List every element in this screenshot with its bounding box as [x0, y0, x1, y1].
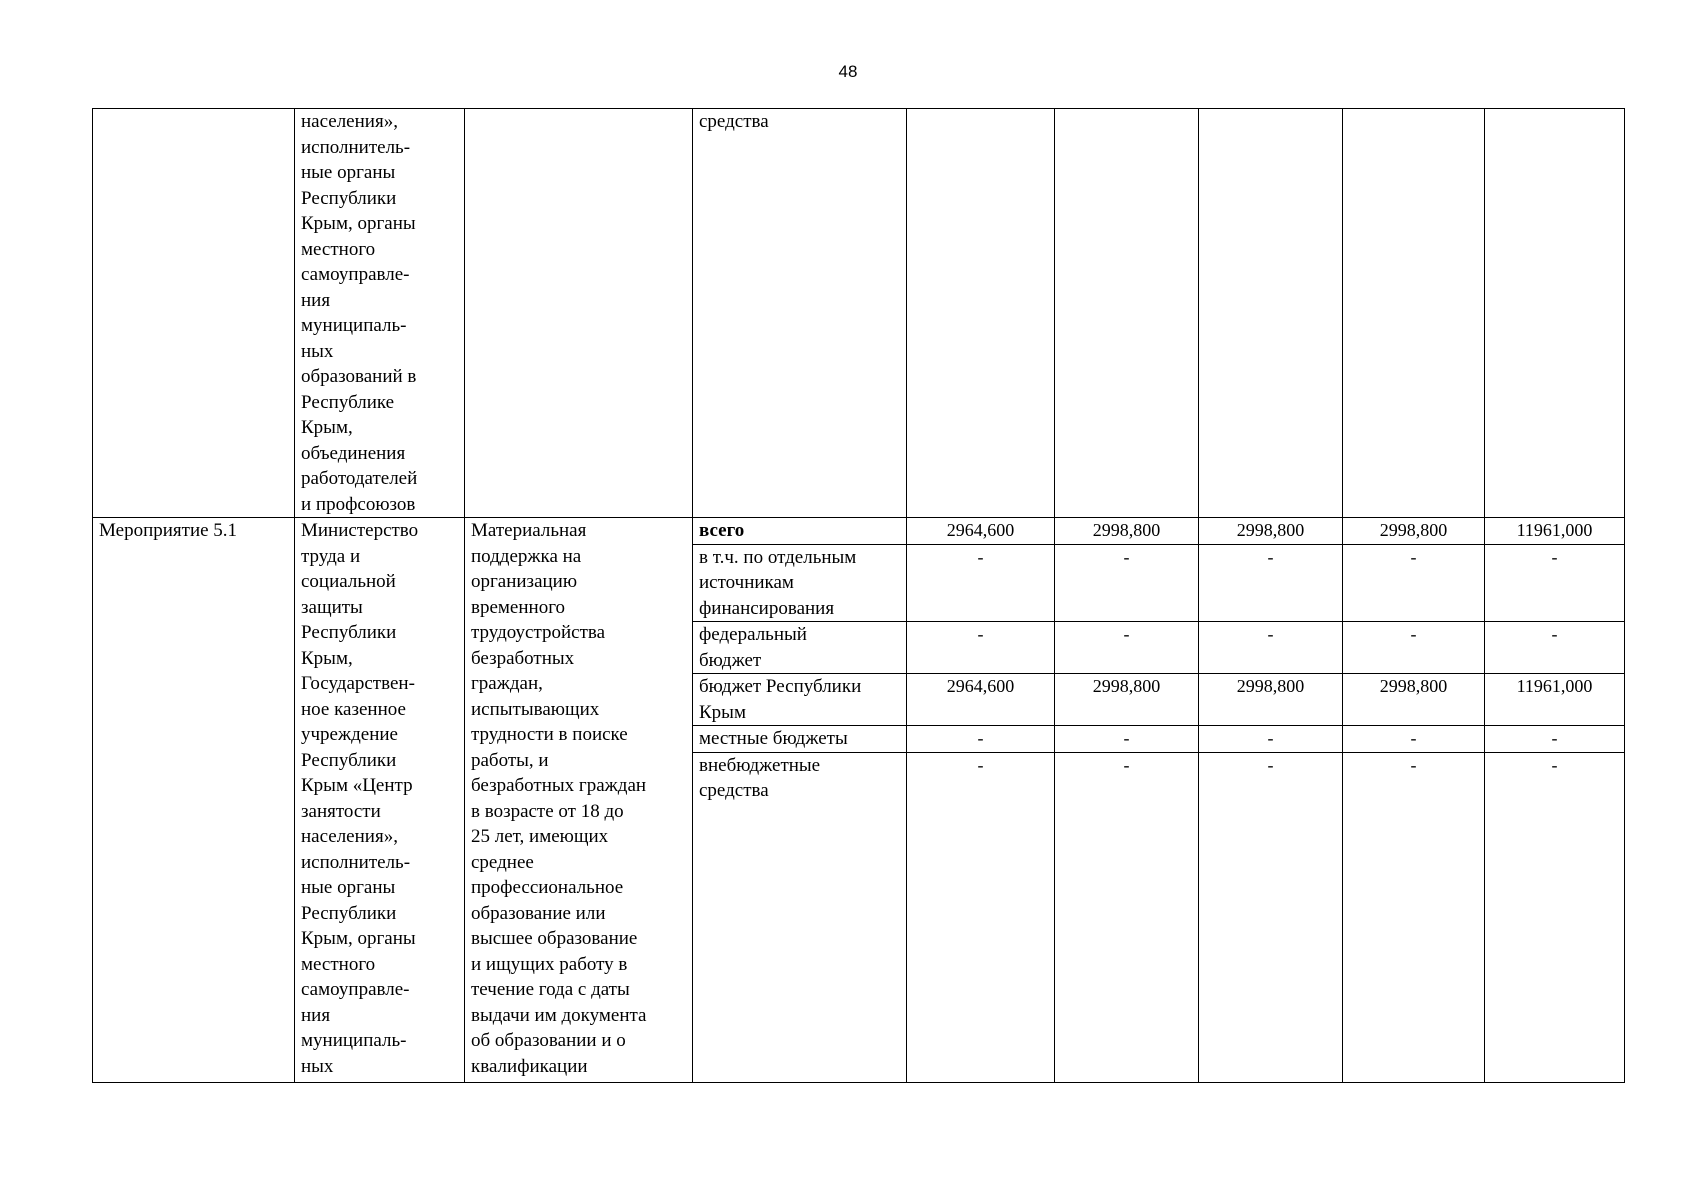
- value-cell: -: [1485, 622, 1625, 674]
- funding-source-cell: местные бюджеты: [693, 726, 907, 753]
- value-cell: -: [1343, 726, 1485, 753]
- page-number: 48: [838, 62, 858, 81]
- description-cell: Материальная поддержка на организацию временного трудоустройства безработных граждан, испытывающих трудности в поиске работы, и безработных граждан в возрасте от 18 до 25 лет, имеющих среднее профессиональное образование или высшее образование и ищущих работу в течение года с даты выдачи им документа об образовании и о квалификации: [465, 518, 693, 1083]
- measure-name-cell: Мероприятие 5.1: [93, 518, 295, 1083]
- value-cell: 2998,800: [1343, 518, 1485, 545]
- value-cell: -: [1199, 622, 1343, 674]
- funding-source-cell: федеральный бюджет: [693, 622, 907, 674]
- funding-source-cell: средства: [693, 109, 907, 518]
- value-cell: [1055, 109, 1199, 518]
- value-cell: -: [1485, 544, 1625, 622]
- value-cell: 2964,600: [907, 518, 1055, 545]
- value-cell: [1343, 109, 1485, 518]
- value-cell: -: [1485, 726, 1625, 753]
- value-cell: -: [1343, 752, 1485, 1082]
- executors-cell: населения», исполнитель- ные органы Республики Крым, органы местного самоуправле- ния муниципаль- ных образований в Республике Крым, объединения работодателей и профсоюзов: [295, 109, 465, 518]
- value-cell: -: [907, 622, 1055, 674]
- value-cell: -: [907, 544, 1055, 622]
- value-cell: 11961,000: [1485, 518, 1625, 545]
- budget-table: [92, 108, 1625, 1083]
- value-cell: -: [907, 752, 1055, 1082]
- value-cell: -: [1199, 752, 1343, 1082]
- value-cell: -: [907, 726, 1055, 753]
- value-cell: 11961,000: [1485, 674, 1625, 726]
- continued-row: [93, 109, 1625, 518]
- description-cell-empty: [465, 109, 693, 518]
- value-cell: -: [1343, 622, 1485, 674]
- value-cell: -: [1055, 622, 1199, 674]
- value-cell: [1485, 109, 1625, 518]
- executors-cell: Министерство труда и социальной защиты Республики Крым, Государствен- ное казенное учреждение Республики Крым «Центр занятости населения», исполнитель- ные органы Республики Крым, органы местного самоуправле- ния муниципаль- ных: [295, 518, 465, 1083]
- value-cell: 2998,800: [1199, 518, 1343, 545]
- value-cell: 2998,800: [1199, 674, 1343, 726]
- measure-name-cell-empty: [93, 109, 295, 518]
- value-cell: 2998,800: [1343, 674, 1485, 726]
- funding-source-cell: внебюджетные средства: [693, 752, 907, 1082]
- value-cell: [1199, 109, 1343, 518]
- value-cell: 2964,600: [907, 674, 1055, 726]
- measure-row-total: [93, 518, 1625, 545]
- value-cell: -: [1343, 544, 1485, 622]
- funding-source-cell: всего: [693, 518, 907, 545]
- funding-source-cell: бюджет Республики Крым: [693, 674, 907, 726]
- value-cell: -: [1199, 726, 1343, 753]
- value-cell: 2998,800: [1055, 674, 1199, 726]
- value-cell: -: [1055, 544, 1199, 622]
- value-cell: 2998,800: [1055, 518, 1199, 545]
- value-cell: -: [1485, 752, 1625, 1082]
- funding-source-cell: в т.ч. по отдельным источникам финансирования: [693, 544, 907, 622]
- value-cell: -: [1055, 752, 1199, 1082]
- value-cell: -: [1055, 726, 1199, 753]
- value-cell: [907, 109, 1055, 518]
- value-cell: -: [1199, 544, 1343, 622]
